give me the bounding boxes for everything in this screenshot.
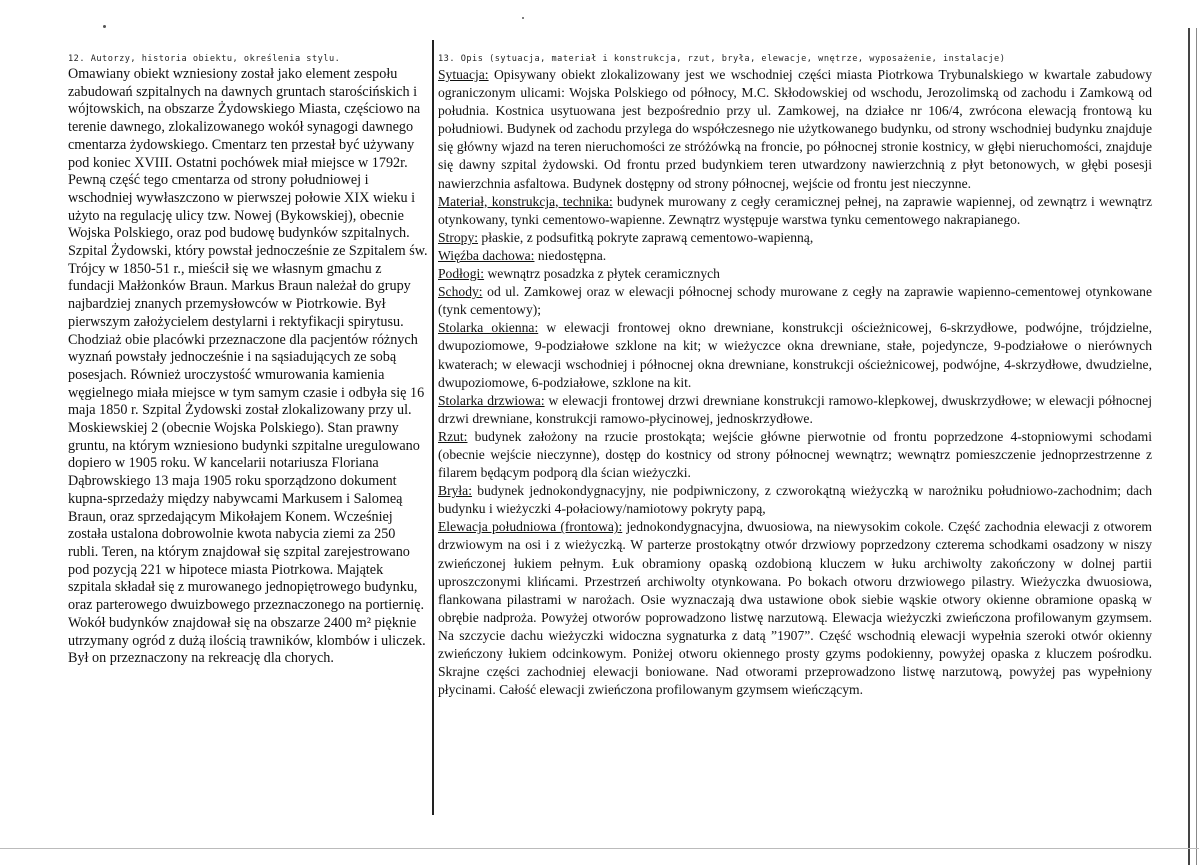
description-heading: 13. Opis (sytuacja, materiał i konstrukcja, rzut, bryła, elewacje, wnętrze, wyposażenie, instalacje) bbox=[438, 54, 1006, 64]
section-text: w elewacji frontowej okno drewniane, konstrukcji ościeżnicowej, 6-skrzydłowe, podwójne, trójdzielne, dwupoziomowe, 9-podziałowe szklone na kit; w wieżyczce okna drewniane, stałe, pojedyncze, 9-podziałowe o nierównych kwaterach; w elewacji wschodniej i północnej okna drewniane, konstrukcji ościeżnicowej, podwójne, 4-skrzydłowe, dwudzielne, dwupoziomowe, 6-podziałowe, szklone na kit. bbox=[438, 320, 1152, 390]
section-windows bbox=[438, 319, 1152, 391]
section-label: Sytuacja: bbox=[438, 67, 489, 82]
history-heading: 12. Autorzy, historia obiektu, określenia stylu. bbox=[68, 54, 341, 64]
history-column bbox=[68, 52, 428, 668]
scan-edge-bottom bbox=[0, 848, 1199, 849]
description-column bbox=[438, 52, 1152, 699]
section-text: niedostępna. bbox=[534, 247, 607, 263]
section-label: Podłogi: bbox=[438, 266, 485, 282]
section-label: Elewacja południowa (frontowa): bbox=[438, 519, 623, 535]
section-text: jednokondygnacyjna, dwuosiowa, na niewysokim cokole. Część zachodnia elewacji z otworem drzwiowym na osi i z wieżyczką. W parterze prostokątny otwór drzwiowy poprzedzony czterema schodkami osadzony w niszy zwieńczonej łukiem pełnym. Łuk obramiony opaską ozdobioną kluczem w łuku archiwolty zakończony w dolnej partii uproszczonymi klińcami. Przestrzeń archiwolty otynkowana. Po bokach otworu drzwiowego pilastry. Wieżyczka dwuosiowa, flankowana pilastrami w narożach. Osie wyznaczają dwa ustawione obok siebie wąskie otwory okienne obramione opaską w obrębie nadproża. Powyżej otworów poprowadzono listwę narzutową. Elewacja wieżyczki zwieńczona profilowanym gzymsem. Na szczycie dachu wieżyczki widoczna sygnaturka z datą ”1907”. Część wschodnią elewacji wypełnia szeroki otwór okienny zwieńczony łukiem odcinkowym. Poniżej otworu okiennego prosty gzyms podokienny, powyżej opaska z kluczem pośrodku. Skrajne części zachodniej elewacji boniowane. Nad otworami przeprowadzono listwę narzutową, powyżej pas wypełniony płycinami. Całość elewacji zwieńczona profilowanym gzymsem wieńczącym. bbox=[438, 519, 1152, 698]
section-ceilings bbox=[438, 229, 1152, 247]
section-label: Więźba dachowa: bbox=[438, 247, 535, 263]
section-situation bbox=[438, 66, 1152, 193]
section-text: budynek założony na rzucie prostokąta; wejście główne pierwotnie od frontu poprzedzone 4-stopniowymi schodami (obecnie wejście nieczynne), dostęp do kostnicy od strony północnej wewnątrz; wewnątrz pomieszczenie jednoprzestrzenne z filarem będącym podporą dla ścian wieżyczki. bbox=[438, 428, 1152, 481]
section-label: Schody: bbox=[438, 284, 483, 300]
section-text: wewnątrz posadzka z płytek ceramicznych bbox=[484, 266, 720, 282]
section-massing bbox=[438, 482, 1152, 518]
section-label: Rzut: bbox=[438, 428, 468, 444]
section-material bbox=[438, 193, 1152, 229]
scan-edge-right bbox=[1188, 28, 1197, 865]
section-label: Materiał, konstrukcja, technika: bbox=[438, 193, 613, 209]
section-label: Stropy: bbox=[438, 229, 479, 245]
section-label: Bryła: bbox=[438, 483, 472, 499]
section-text: budynek murowany z cegły ceramicznej pełnej, na zaprawie wapiennej, od zewnątrz i wewnątrz otynkowany, tynki cementowo-wapienne. Zewnątrz występuje warstwa tynku cementowego nakrapianego. bbox=[438, 193, 1152, 227]
section-label: Stolarka okienna: bbox=[438, 320, 539, 336]
section-south-elevation bbox=[438, 518, 1152, 699]
section-text: budynek jednokondygnacyjny, nie podpiwniczony, z czworokątną wieżyczką w narożniku południowo-zachodnim; dach budynku i wieżyczki 4-połaciowy/namiotowy pokryty papą, bbox=[438, 483, 1152, 517]
section-plan bbox=[438, 428, 1152, 482]
column-divider bbox=[432, 40, 434, 815]
section-text: od ul. Zamkowej oraz w elewacji północnej schody murowane z cegły na zaprawie wapienno-cementowej otynkowane (tynk cementowy); bbox=[438, 284, 1152, 318]
history-text: Omawiany obiekt wzniesiony został jako element zespołu zabudowań szpitalnych na dawnych gruntach starościńskich i wójtowskich, na obszarze Żydowskiego Miasta, częściowo na terenie dawnego, zlokalizowanego wokół synagogi dawnego cmentarza żydowskiego. Cmentarz ten przestał być używany pod koniec XVIII. Ostatni pochówek miał miejsce w 1792r. Pewną część tego cmentarza od strony południowej i wschodniej wywłaszczono w pierwszej połowie XIX wieku i użyto na regulację ulicy tzw. Nowej (Bykowskiej), obecnie Wojska Polskiego, oraz pod budowę budynków szpitalnych. Szpital Żydowski, który powstał jednocześnie ze Szpitalem św. Trójcy w 1850-51 r., mieścił się we własnym gmachu z fundacji Małżonków Braun. Markus Braun należał do grupy najbardziej znanych przemysłowców w Piotrkowie. Był pierwszym założycielem destylarni i rektyfikacji spirytusu. Chodziaż obie placówki przeznaczone dla pacjentów różnych wyznań powstały jednocześnie i na sąsiadujących ze sobą posesjach. Również uroczystość wmurowania kamienia węgielnego miała miejsce w tym samym czasie i odbyła się 16 maja 1850 r. Szpital Żydowski został zlokalizowany przy ul. Moskiewskiej 2 (obecnie Wojska Polskiego). Stan prawny gruntu, na którym wzniesiono budynki szpitalne uregulowano dopiero w 1905 roku. W kancelarii notariusza Floriana Dąbrowskiego 13 maja 1905 roku sporządzono dokument kupna-sprzedaży między nabywcami Markusem i Salomeą Braun, oraz sprzedającym Mikołajem Konem. Wcześniej została ustalona dobrowolnie kwota nabycia ziemi za 250 rubli. Teren, na którym znajdował się szpital zarejestrowano pod pozycją 221 w hipotece miasta Piotrkowa. Majątek szpitala składał się z murowanego jednopiętrowego budynku, oraz parterowego dwuizbowego przeznaczonego na portiernię. Wokół budynków znajdował się na obszarze 2400 m² pięknie utrzymany ogród z dużą ilością trawników, klombów i uliczek. Był on przeznaczony na rekreację dla chorych. bbox=[68, 66, 428, 667]
section-floors bbox=[438, 265, 1152, 283]
section-text: Opisywany obiekt zlokalizowany jest we wschodniej części miasta Piotrkowa Trybunalskiego w kwartale zabudowy ograniczonym ulicami: Wojska Polskiego od północy, M.C. Skłodowskiej od wschodu, Jerozolimską od zachodu i Zamkową od południa. Kostnica usytuowana jest bezpośrednio przy ul. Zamkowej, na działce nr 106/4, zwrócona elewacją frontową ku południowi. Budynek od zachodu przylega do współczesnego nie użytkowanego budynku, od strony wschodniej budynku znajduje się główny wjazd na teren nieruchomości ze stróżówką na froncie, po północnej stronie kostnicy, w głębi nieruchomości, znajduje się dawny szpital żydowski. Od frontu przed budynkiem teren utwardzony nawierzchnią z płyt betonowych, w głębi posesji nawierzchnia asfaltowa. Budynek dostępny od strony północnej, wejście od frontu jest nieczynne. bbox=[438, 67, 1152, 191]
section-label: Stolarka drzwiowa: bbox=[438, 392, 545, 408]
scan-speck bbox=[522, 17, 524, 19]
section-roof-truss bbox=[438, 247, 1152, 265]
section-stairs bbox=[438, 283, 1152, 319]
section-text: płaskie, z podsufitką pokryte zaprawą cementowo-wapienną, bbox=[478, 229, 814, 245]
section-doors bbox=[438, 392, 1152, 428]
section-text: w elewacji frontowej drzwi drewniane konstrukcji ramowo-klepkowej, dwuskrzydłowe; w elewacji północnej drzwi drewniane, konstrukcji ramowo-płycinowej, jednoskrzydłowe. bbox=[438, 392, 1152, 426]
description-body bbox=[438, 66, 1152, 699]
scan-speck bbox=[103, 25, 106, 28]
